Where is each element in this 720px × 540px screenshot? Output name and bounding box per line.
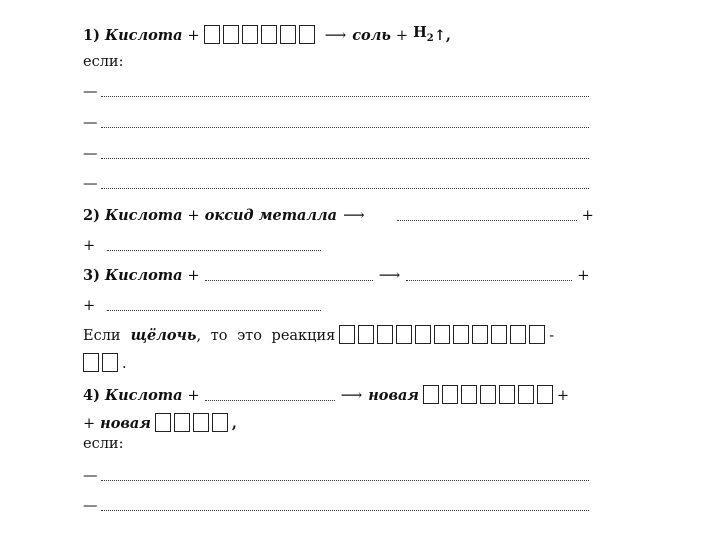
- item3-reaction-boxes-1[interactable]: [339, 325, 545, 344]
- letter-box[interactable]: [83, 353, 99, 372]
- item1-answer-line-1[interactable]: —: [83, 76, 603, 100]
- letter-box[interactable]: [499, 385, 515, 404]
- item1-if-label: если:: [83, 54, 124, 70]
- letter-box[interactable]: [377, 325, 393, 344]
- item4-answer-line-2[interactable]: —: [83, 490, 603, 514]
- letter-box[interactable]: [339, 325, 355, 344]
- item2-acid: Кислота: [104, 207, 183, 224]
- item3-number: 3): [83, 267, 100, 284]
- item3-alkali-note-2: [83, 348, 603, 372]
- letter-box[interactable]: [472, 325, 488, 344]
- item4-reagent-blank[interactable]: [205, 399, 335, 401]
- item3-continuation: [83, 290, 603, 314]
- item1-plus2: +: [395, 28, 409, 44]
- letter-box[interactable]: [204, 25, 220, 44]
- letter-box[interactable]: [223, 25, 239, 44]
- letter-box[interactable]: [442, 385, 458, 404]
- item4-comma: ,: [231, 415, 237, 432]
- item2-plus-start: +: [83, 238, 96, 254]
- item1-answer-boxes[interactable]: [204, 25, 315, 44]
- item3-alkali-note: [83, 320, 603, 344]
- letter-box[interactable]: [102, 353, 118, 372]
- item3-if-text: Если: [83, 328, 121, 344]
- letter-box[interactable]: [423, 385, 439, 404]
- letter-box[interactable]: [461, 385, 477, 404]
- item1-answer-line-4[interactable]: —: [83, 168, 603, 192]
- item2-number: 2): [83, 207, 100, 224]
- letter-box[interactable]: [415, 325, 431, 344]
- item2-arrow: ⟶: [343, 206, 365, 224]
- letter-box[interactable]: [261, 25, 277, 44]
- item1-salt: соль: [352, 27, 391, 44]
- item1-equation: [83, 20, 603, 44]
- item4-answer-boxes-1[interactable]: [423, 385, 553, 404]
- item1-plus: +: [187, 28, 200, 44]
- letter-box[interactable]: [537, 385, 553, 404]
- letter-box[interactable]: [453, 325, 469, 344]
- letter-box[interactable]: [491, 325, 507, 344]
- item4-new1: новая: [368, 387, 419, 404]
- item1-arrow: ⟶: [324, 26, 347, 44]
- item3-hyphen: -: [549, 328, 555, 344]
- dotted-line[interactable]: [101, 187, 589, 189]
- item3-plus-start: +: [83, 298, 96, 314]
- letter-box[interactable]: [299, 25, 315, 44]
- item4-answer-line-1[interactable]: —: [83, 460, 603, 484]
- item2-second-product-blank[interactable]: [107, 249, 321, 251]
- item1-h2: $H_2$: [413, 24, 434, 44]
- item4-new2: новая: [100, 415, 151, 432]
- item2-plus: +: [187, 208, 200, 224]
- item3-alkali: щёлочь: [130, 327, 197, 344]
- item2-equation: [83, 200, 603, 224]
- item1-acid: Кислота: [104, 27, 183, 44]
- item4-number: 4): [83, 387, 100, 404]
- item2-oxide: оксид металла: [204, 207, 338, 224]
- item4-if-label: если:: [83, 436, 124, 452]
- item4-arrow: ⟶: [340, 386, 363, 404]
- item4-plus: +: [187, 388, 200, 404]
- item4-plus-start: +: [83, 416, 96, 432]
- item4-equation: [83, 380, 603, 404]
- item2-product-blank[interactable]: [397, 219, 577, 221]
- item1-number: 1): [83, 27, 100, 44]
- item2-plus-end: +: [581, 208, 594, 224]
- letter-box[interactable]: [242, 25, 258, 44]
- letter-box[interactable]: [434, 325, 450, 344]
- item4-plus-end: +: [556, 388, 570, 404]
- dotted-line[interactable]: [101, 479, 589, 481]
- letter-box[interactable]: [510, 325, 526, 344]
- item3-plus: +: [187, 268, 200, 284]
- item3-then-text: , то это реакция: [196, 328, 336, 344]
- dotted-line[interactable]: [101, 157, 589, 159]
- item1-up-arrow: ↑,: [433, 27, 451, 44]
- letter-box[interactable]: [518, 385, 534, 404]
- item3-second-product-blank[interactable]: [107, 309, 321, 311]
- item3-acid: Кислота: [104, 267, 183, 284]
- item3-period: .: [122, 356, 127, 372]
- item3-arrow: ⟶: [378, 266, 401, 284]
- dotted-line[interactable]: [101, 126, 589, 128]
- dotted-line[interactable]: [101, 95, 589, 97]
- letter-box[interactable]: [529, 325, 545, 344]
- letter-box[interactable]: [480, 385, 496, 404]
- item3-reagent-blank[interactable]: [205, 279, 373, 281]
- item3-equation: [83, 260, 603, 284]
- letter-box[interactable]: [280, 25, 296, 44]
- dotted-line[interactable]: [101, 509, 589, 511]
- letter-box[interactable]: [396, 325, 412, 344]
- item1-answer-line-3[interactable]: —: [83, 138, 603, 162]
- item1-answer-line-2[interactable]: —: [83, 107, 603, 131]
- item4-acid: Кислота: [104, 387, 183, 404]
- item3-reaction-boxes-2[interactable]: [83, 353, 118, 372]
- item2-continuation: [83, 230, 603, 254]
- item3-plus-end: +: [577, 268, 590, 284]
- letter-box[interactable]: [358, 325, 374, 344]
- item3-product-blank[interactable]: [406, 279, 572, 281]
